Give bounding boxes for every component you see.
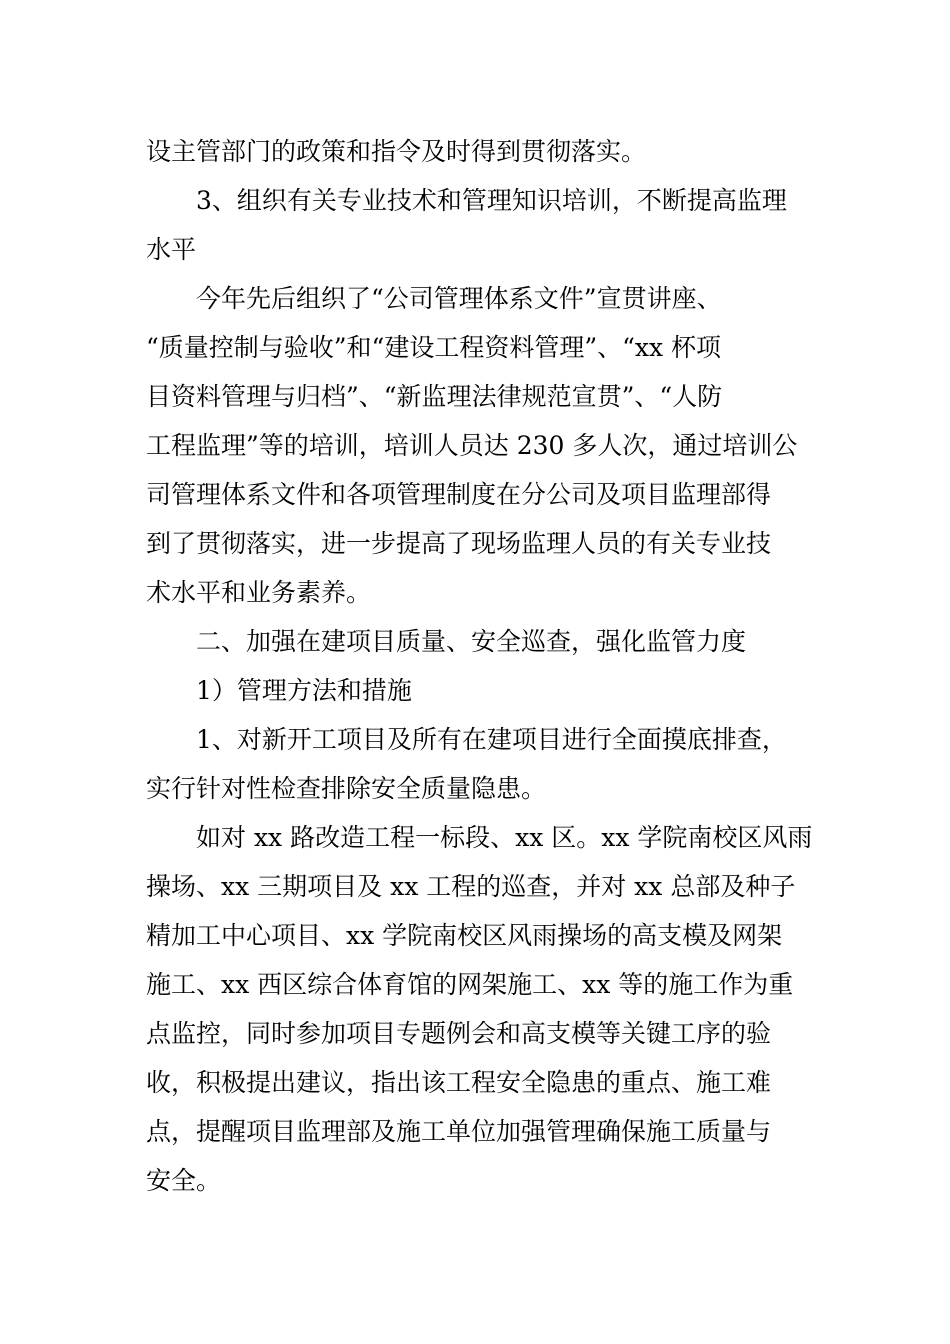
text-line: 施工、xx 西区综合体育馆的网架施工、xx 等的施工作为重 xyxy=(146,970,794,999)
text-line: 如对 xx 路改造工程一标段、xx 区。xx 学院南校区风雨 xyxy=(196,823,813,852)
text-line: 水平 xyxy=(146,235,197,264)
text-line: 1、对新开工项目及所有在建项目进行全面摸底排查， xyxy=(196,725,787,754)
text-line: 司管理体系文件和各项管理制度在分公司及项目监理部得 xyxy=(146,480,772,509)
text-line: 工程监理”等的培训，培训人员达 230 多人次，通过培训公 xyxy=(146,431,798,460)
text-line: 3、组织有关专业技术和管理知识培训，不断提高监理 xyxy=(196,186,787,215)
text-line: 设主管部门的政策和指令及时得到贯彻落实。 xyxy=(146,137,647,166)
text-line: 目资料管理与归档”、“新监理法律规范宣贯”、“人防 xyxy=(146,382,723,411)
text-line: 今年先后组织了“公司管理体系文件”宣贯讲座、 xyxy=(196,284,722,313)
text-line: 点监控，同时参加项目专题例会和高支模等关键工序的验 xyxy=(146,1019,772,1048)
text-line: 精加工中心项目、xx 学院南校区风雨操场的高支模及网架 xyxy=(146,921,783,950)
text-line: “质量控制与验收”和“建设工程资料管理”、“xx 杯项 xyxy=(146,333,722,362)
text-line: 点，提醒项目监理部及施工单位加强管理确保施工质量与 xyxy=(146,1117,772,1146)
text-line: 安全。 xyxy=(146,1166,222,1195)
text-line: 实行针对性检查排除安全质量隐患。 xyxy=(146,774,547,803)
subsection-heading: 1）管理方法和措施 xyxy=(196,676,412,705)
section-heading: 二、加强在建项目质量、安全巡查，强化监管力度 xyxy=(196,627,747,656)
document-body xyxy=(146,127,813,1205)
text-line: 术水平和业务素养。 xyxy=(146,578,372,607)
text-line: 收，积极提出建议，指出该工程安全隐患的重点、施工难 xyxy=(146,1068,772,1097)
text-line: 到了贯彻落实，进一步提高了现场监理人员的有关专业技 xyxy=(146,529,772,558)
text-line: 操场、xx 三期项目及 xx 工程的巡查，并对 xx 总部及种子 xyxy=(146,872,796,901)
